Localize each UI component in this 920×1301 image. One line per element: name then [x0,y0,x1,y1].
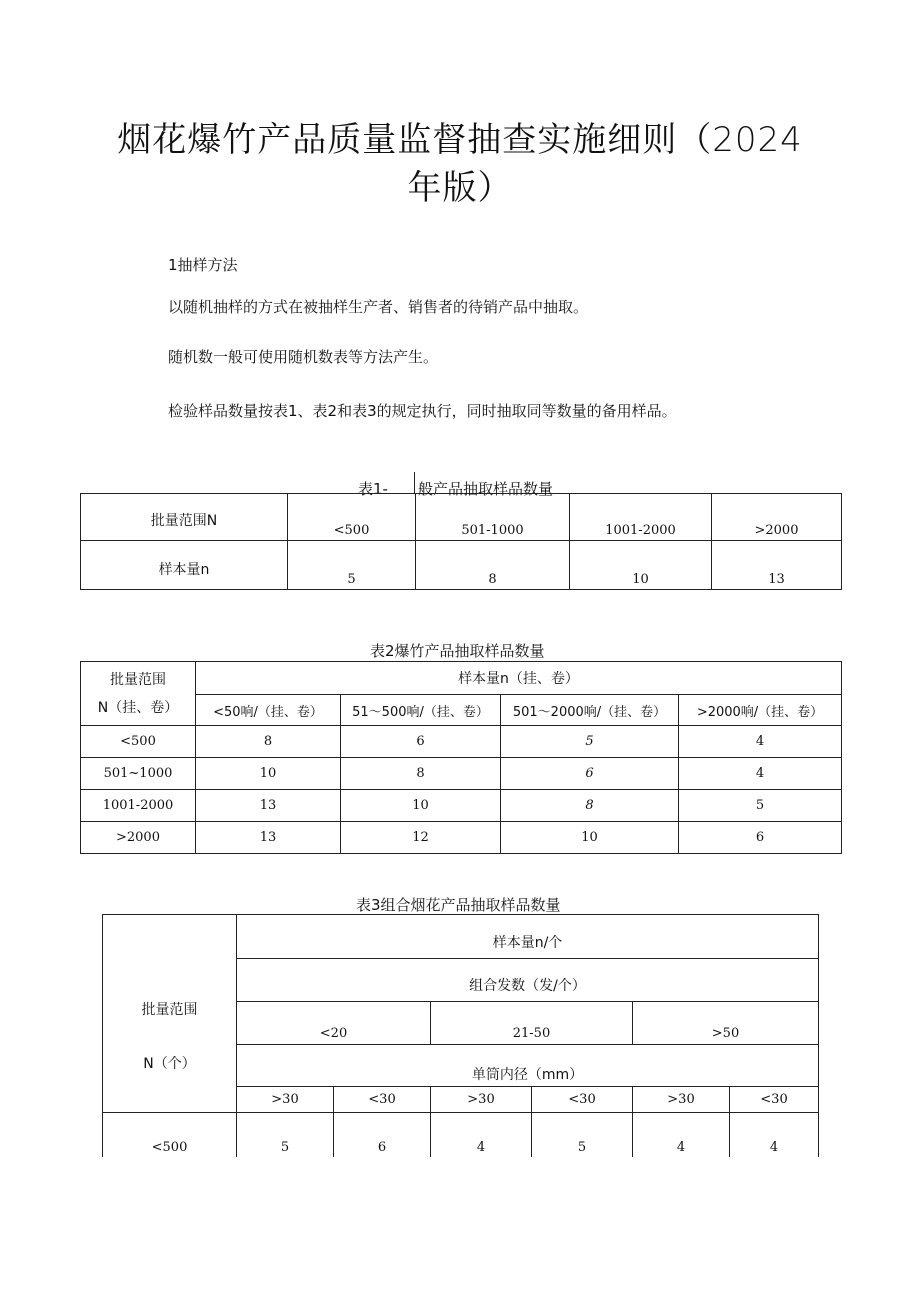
table2-header-span: 样本量n（挂、卷） [196,662,842,695]
table1-caption-right: 般产品抽取样品数量 [418,480,554,498]
table-row [81,790,842,822]
table1-cell: 8 [416,541,570,590]
table2-cell: 4 [679,726,842,758]
table2-row-label: 501~1000 [81,758,196,790]
table-row [103,1113,819,1158]
table2-cell: 8 [196,726,341,758]
table3-cell: 4 [730,1113,819,1158]
table3-header-diameter: 单筒内径（mm） [237,1045,819,1087]
table3-diameter-col: >30 [633,1087,730,1113]
table1 [80,493,842,590]
table1-cell: >2000 [712,494,842,541]
table2-subheader: 501～2000响/（挂、卷） [501,695,679,726]
table1-cell: 10 [570,541,712,590]
table3-cell: 4 [633,1113,730,1158]
table1-header-label: 批量范围N [81,494,288,541]
table1-cell: 1001-2000 [570,494,712,541]
table3-header-sample: 样本量n/个 [237,915,819,959]
table3-shot-group: >50 [633,1002,819,1045]
table2-caption: 表2爆竹产品抽取样品数量 [370,642,545,660]
table2-cell: 6 [501,758,679,790]
table2-cell: 10 [501,822,679,854]
table1-cell: 501-1000 [416,494,570,541]
table-row [81,758,842,790]
paragraph-1: 以随机抽样的方式在被抽样生产者、销售者的待销产品中抽取。 [168,298,589,316]
table3-header-left [103,915,237,1113]
table2-header-left [81,662,196,726]
table3-cell: 4 [431,1113,532,1158]
table2-cell: 10 [341,790,501,822]
table2-subheader: 51～500响/（挂、卷） [341,695,501,726]
document-title-line-2: 年版） [407,168,513,208]
table2-cell: 8 [501,790,679,822]
document-title-line-1: 烟花爆竹产品质量监督抽查实施细则（2024 [117,120,803,160]
table3-diameter-col: >30 [237,1087,334,1113]
table2-subheader: <50响/（挂、卷） [196,695,341,726]
table3-caption: 表3组合烟花产品抽取样品数量 [356,896,561,914]
table3-clip [102,914,820,1157]
table-row [81,494,842,541]
table1-cell: 5 [288,541,416,590]
table2-cell: 4 [679,758,842,790]
table2-header-left-line1: 批量范围 [110,671,166,688]
table3-header-left-line1: 批量范围 [141,1002,198,1018]
table2-row-label: 1001-2000 [81,790,196,822]
table2-header-left-line2: N（挂、卷） [97,699,179,716]
table2-subheader: >2000响/（挂、卷） [679,695,842,726]
table-row [81,541,842,590]
section-heading: 1抽样方法 [168,256,238,274]
table3-shot-group: <20 [237,1002,431,1045]
table-row [81,822,842,854]
table-row [103,915,819,959]
table2-row-label: <500 [81,726,196,758]
table2-cell: 6 [341,726,501,758]
table2-cell: 5 [501,726,679,758]
table2 [80,661,842,854]
caption-divider [414,472,415,494]
table2-cell: 13 [196,822,341,854]
table-row [81,662,842,695]
table3-diameter-col: <30 [730,1087,819,1113]
table3-row-label: <500 [103,1113,237,1158]
table2-cell: 5 [679,790,842,822]
table2-cell: 13 [196,790,341,822]
table-row [81,726,842,758]
paragraph-3: 检验样品数量按表1、表2和表3的规定执行，同时抽取同等数量的备用样品。 [168,402,677,420]
table3-diameter-col: <30 [532,1087,633,1113]
table3-shot-group: 21-50 [431,1002,633,1045]
table3-cell: 5 [532,1113,633,1158]
table3-header-left-line2: N（个） [143,1056,196,1072]
table2-cell: 10 [196,758,341,790]
table2-cell: 12 [341,822,501,854]
table1-caption-left: 表1- [358,480,388,498]
table1-row-label: 样本量n [81,541,288,590]
table3-cell: 6 [334,1113,431,1158]
table3-header-shots: 组合发数（发/个） [237,959,819,1002]
table3-diameter-col: >30 [431,1087,532,1113]
table2-cell: 6 [679,822,842,854]
table1-cell: <500 [288,494,416,541]
table-row [81,695,842,726]
table2-row-label: >2000 [81,822,196,854]
table3-diameter-col: <30 [334,1087,431,1113]
table2-cell: 8 [341,758,501,790]
table3 [102,914,819,1157]
table1-cell: 13 [712,541,842,590]
paragraph-2: 随机数一般可使用随机数表等方法产生。 [168,348,439,366]
table3-cell: 5 [237,1113,334,1158]
